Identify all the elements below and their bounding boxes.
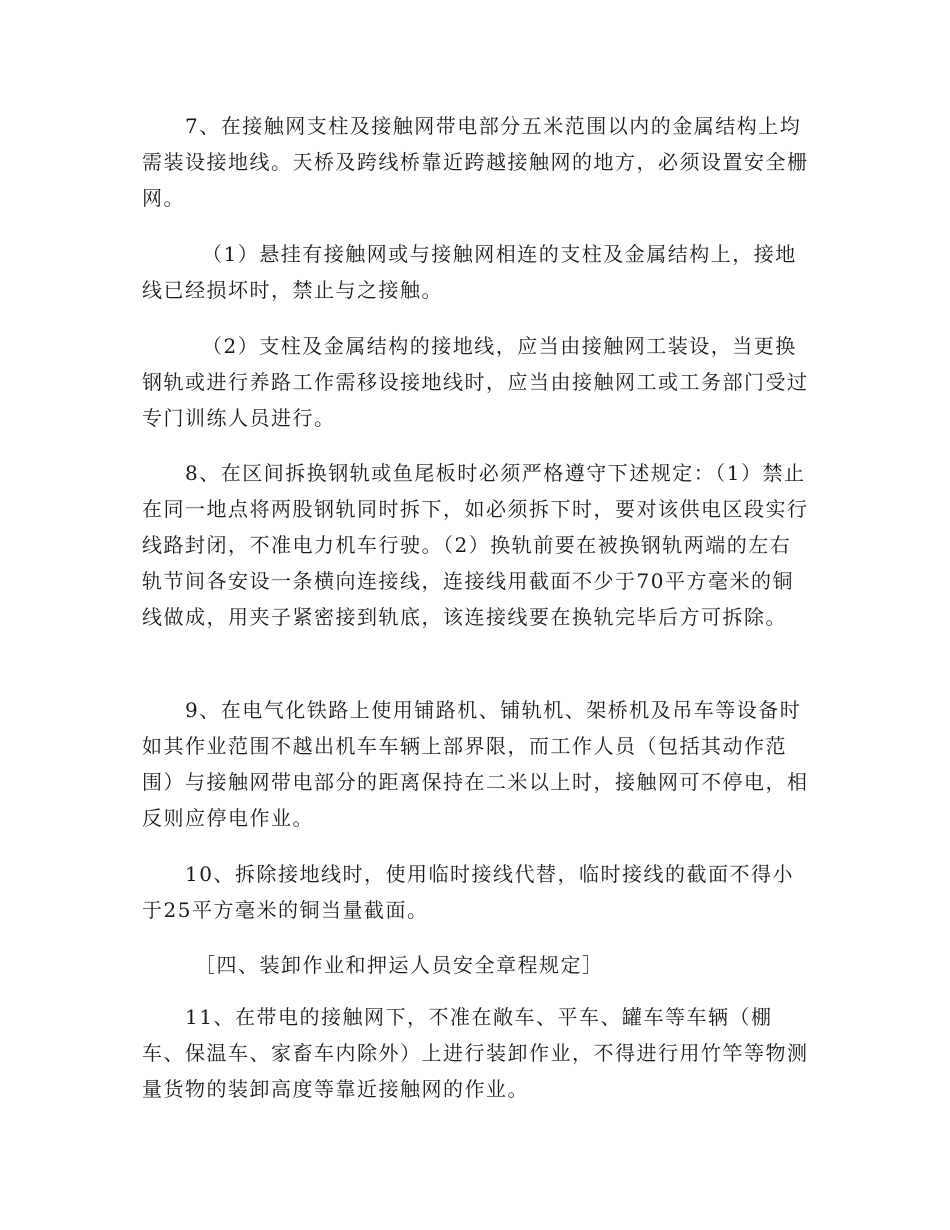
- paragraph-rule-10: 10、拆除接地线时，使用临时接线代替，临时接线的截面不得小于25平方毫米的铜当量截面。: [142, 862, 794, 922]
- section-heading-4: ［四、装卸作业和押运人员安全章程规定］: [195, 953, 604, 977]
- paragraph-rule-7: 7、在接触网支柱及接触网带电部分五米范围以内的金属结构上均需装设接地线。天桥及跨线桥靠近跨越接触网的地方，必须设置安全栅网。: [142, 114, 809, 210]
- paragraph-rule-7-item-2: （2）支柱及金属结构的接地线，应当由接触网工装设，当更换钢轨或进行养路工作需移设接地线时，应当由接触网工或工务部门受过专门训练人员进行。: [142, 334, 809, 430]
- paragraph-rule-8: 8、在区间拆换钢轨或鱼尾板时必须严格遵守下述规定：（1）禁止在同一地点将两股钢轨同时拆下，如必须拆下时，要对该供电区段实行线路封闭，不准电力机车行驶。（2）换轨前要在被换钢轨两端的左右轨节间各安设一条横向连接线，连接线用截面不少于70平方毫米的铜线做成，用夹子紧密接到轨底，该连接线要在换轨完毕后方可拆除。: [142, 461, 809, 629]
- paragraph-rule-11: 11、在带电的接触网下，不准在敞车、平车、罐车等车辆（棚车、保温车、家畜车内除外）上进行装卸作业，不得进行用竹竿等物测量货物的装卸高度等靠近接触网的作业。: [142, 1005, 809, 1101]
- paragraph-rule-9: 9、在电气化铁路上使用铺路机、铺轨机、架桥机及吊车等设备时如其作业范围不越出机车车辆上部界限，而工作人员（包括其动作范围）与接触网带电部分的距离保持在二米以上时，接触网可不停电，相反则应停电作业。: [142, 698, 809, 830]
- paragraph-rule-7-item-1: （1）悬挂有接触网或与接触网相连的支柱及金属结构上，接地线已经损坏时，禁止与之接触。: [142, 242, 797, 302]
